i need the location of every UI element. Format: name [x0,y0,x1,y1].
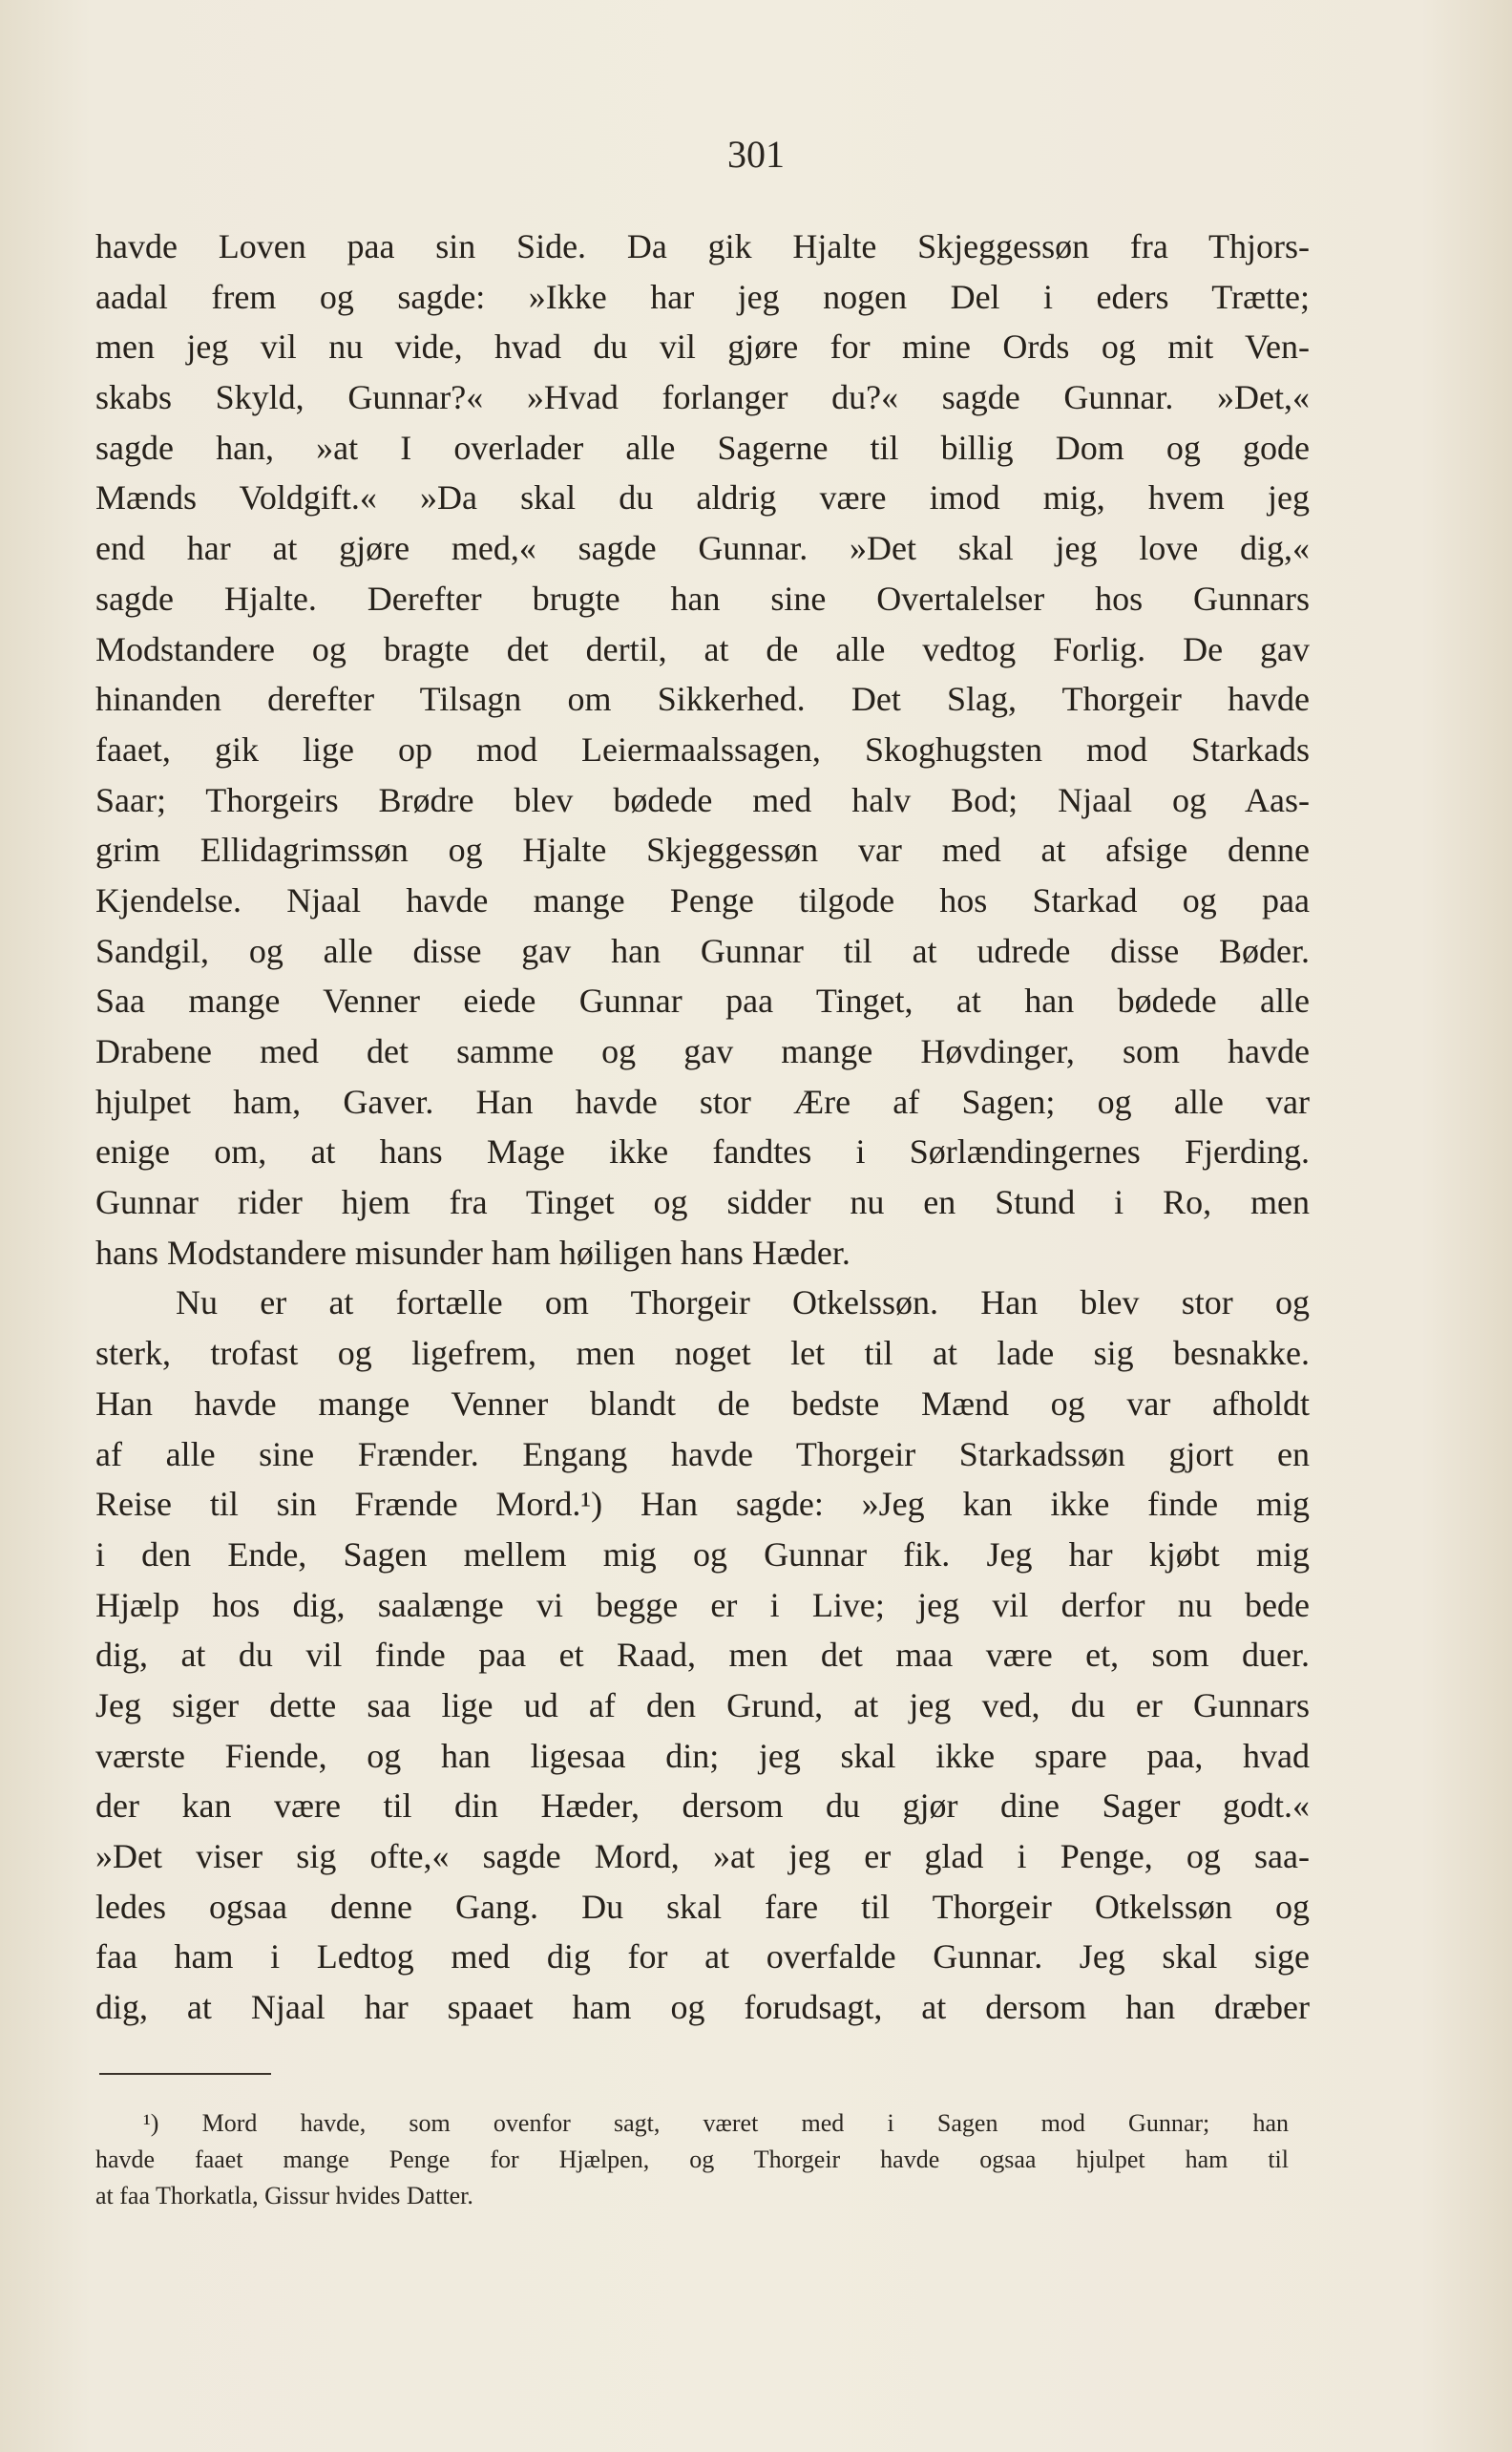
text-line-25: af alle sine Frænder. Engang havde Thorgeir Starkadssøn gjort en [95,1434,1310,1473]
footnote-line-3: at faa Thorkatla, Gissur hvides Datter. [95,2182,473,2209]
text-line-31: værste Fiende, og han ligesaa din; jeg skal ikke spare paa, hvad [95,1736,1310,1775]
text-line-22: Nu er at fortælle om Thorgeir Otkelssøn. Han blev stor og [176,1283,1310,1322]
text-line-30: Jeg siger dette saa lige ud af den Grund, at jeg ved, du er Gunnars [95,1685,1310,1724]
footnote-line-2: havde faaet mange Penge for Hjælpen, og Thorgeir havde ogsaa hjulpet ham til [95,2146,1289,2173]
page-number: 301 [727,133,785,176]
text-line-26: Reise til sin Frænde Mord.¹) Han sagde: »Jeg kan ikke finde mig [95,1485,1310,1524]
text-line-17: Drabene med det samme og gav mange Høvdinger, som havde [95,1032,1310,1070]
body-text [95,222,1310,2033]
text-line-7: end har at gjøre med,« sagde Gunnar. »Det skal jeg love dig,« [95,529,1310,568]
text-line-8: sagde Hjalte. Derefter brugte han sine Overtalelser hos Gunnars [95,579,1310,618]
text-line-15: Sandgil, og alle disse gav han Gunnar til at udrede disse Bøder. [95,931,1310,970]
text-line-10: hinanden derefter Tilsagn om Sikkerhed. Det Slag, Thorgeir havde [95,680,1310,719]
text-line-18: hjulpet ham, Gaver. Han havde stor Ære af Sagen; og alle var [95,1082,1310,1121]
text-line-28: Hjælp hos dig, saalænge vi begge er i Live; jeg vil derfor nu bede [95,1585,1310,1624]
text-line-24: Han havde mange Venner blandt de bedste Mænd og var afholdt [95,1384,1310,1423]
text-line-4: skabs Skyld, Gunnar?« »Hvad forlanger du?« sagde Gunnar. »Det,« [95,378,1310,417]
text-line-21: hans Modstandere misunder ham høiligen hans Hæder. [95,1233,850,1272]
text-line-27: i den Ende, Sagen mellem mig og Gunnar fik. Jeg har kjøbt mig [95,1534,1310,1574]
text-line-12: Saar; Thorgeirs Brødre blev bødede med halv Bod; Njaal og Aas- [95,780,1310,819]
text-line-32: der kan være til din Hæder, dersom du gjør dine Sager godt.« [95,1786,1310,1826]
text-line-11: faaet, gik lige op mod Leiermaalssagen, Skoghugsten mod Starkads [95,729,1310,769]
text-line-5: sagde han, »at I overlader alle Sagerne til billig Dom og gode [95,428,1310,467]
text-line-35: faa ham i Ledtog med dig for at overfalde Gunnar. Jeg skal sige [95,1937,1310,1976]
footnote-rule [99,2073,271,2075]
text-line-2: aadal frem og sagde: »Ikke har jeg nogen Del i eders Trætte; [95,277,1310,316]
text-line-3: men jeg vil nu vide, hvad du vil gjøre for mine Ords og mit Ven- [95,328,1310,367]
text-line-20: Gunnar rider hjem fra Tinget og sidder nu en Stund i Ro, men [95,1183,1310,1222]
text-line-1: havde Loven paa sin Side. Da gik Hjalte Skjeggessøn fra Thjors- [95,227,1310,265]
text-line-34: ledes ogsaa denne Gang. Du skal fare til Thorgeir Otkelssøn og [95,1887,1310,1926]
text-line-14: Kjendelse. Njaal havde mange Penge tilgode hos Starkad og paa [95,880,1310,920]
text-line-33: »Det viser sig ofte,« sagde Mord, »at jeg er glad i Penge, og saa- [95,1837,1310,1875]
footnote-line-1: ¹) Mord havde, som ovenfor sagt, været med i Sagen mod Gunnar; han [143,2109,1289,2137]
text-line-29: dig, at du vil finde paa et Raad, men det maa være et, som duer. [95,1636,1310,1675]
footnote [95,2105,1289,2214]
text-line-23: sterk, trofast og ligefrem, men noget let til at lade sig besnakke. [95,1334,1310,1373]
text-line-19: enige om, at hans Mage ikke fandtes i Sørlændingernes Fjerding. [95,1132,1310,1172]
text-line-16: Saa mange Venner eiede Gunnar paa Tinget, at han bødede alle [95,982,1310,1021]
text-line-9: Modstandere og bragte det dertil, at de alle vedtog Forlig. De gav [95,629,1310,668]
text-line-13: grim Ellidagrimssøn og Hjalte Skjeggessøn var med at afsige denne [95,831,1310,870]
text-line-36: dig, at Njaal har spaaet ham og forudsagt, at dersom han dræber [95,1988,1310,2027]
text-line-6: Mænds Voldgift.« »Da skal du aldrig være imod mig, hvem jeg [95,478,1310,518]
